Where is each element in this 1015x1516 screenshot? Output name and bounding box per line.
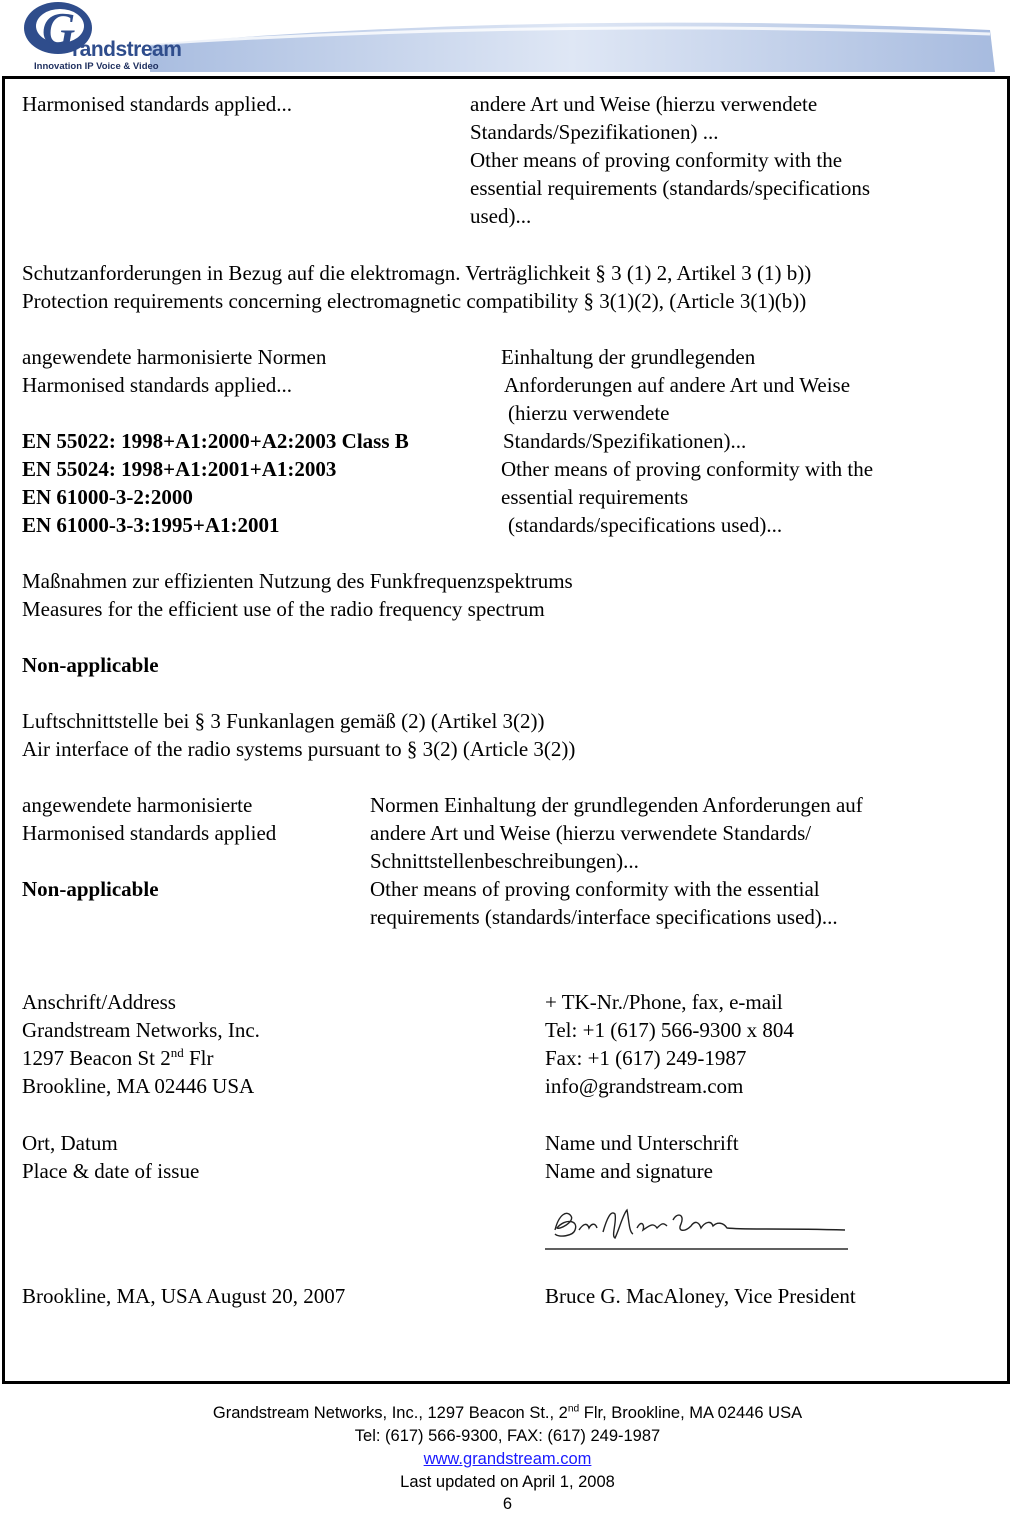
logo-wordmark: randstream (72, 38, 182, 61)
footer-address (0, 1404, 1015, 1423)
emc-standard-4: EN 61000-3-3:1995+A1:2001 (22, 513, 280, 537)
address-street-text: 1297 Beacon St 2 (22, 1046, 171, 1070)
address-city: Brookline, MA 02446 USA (22, 1074, 255, 1098)
emc-right-6: essential requirements (501, 485, 689, 509)
air-right-1: Normen Einhaltung der grundlegenden Anforderungen auf (370, 793, 863, 817)
address-company: Grandstream Networks, Inc. (22, 1018, 260, 1042)
footer-updated: Last updated on April 1, 2008 (400, 1473, 615, 1491)
emc-right-4: Standards/Spezifikationen)... (503, 429, 747, 453)
svg-text:G: G (42, 3, 76, 54)
contact-label: + TK-Nr./Phone, fax, e-mail (545, 990, 783, 1014)
contact-tel: Tel: +1 (617) 566-9300 x 804 (545, 1018, 794, 1042)
address-street-sup: nd (170, 1045, 184, 1060)
emc-heading-de: Schutzanforderungen in Bezug auf die elektromagn. Verträglichkeit § 3 (1) 2, Artikel 3 (1) b)) (22, 261, 812, 285)
emc-left-1: angewendete harmonisierte Normen (22, 345, 327, 369)
hs-top-right-1: andere Art und Weise (hierzu verwendete (470, 92, 818, 116)
emc-standard-2: EN 55024: 1998+A1:2001+A1:2003 (22, 457, 337, 481)
logo (18, 0, 182, 74)
logo-tagline: Innovation IP Voice & Video (34, 61, 159, 72)
emc-heading-en: Protection requirements concerning electromagnetic compatibility § 3(1)(2), (Article 3(1)(b)) (22, 289, 807, 313)
place-label-de: Ort, Datum (22, 1131, 118, 1155)
emc-right-1: Einhaltung der grundlegenden (501, 345, 756, 369)
place-label-en: Place & date of issue (22, 1159, 200, 1183)
air-left-1: angewendete harmonisierte (22, 793, 253, 817)
address-street-floor: Flr (183, 1046, 214, 1070)
signature-label-en: Name and signature (545, 1159, 713, 1183)
footer-website-link[interactable]: www.grandstream.com (423, 1450, 592, 1468)
handwritten-signature (545, 1200, 850, 1252)
air-right-4: Other means of proving conformity with the essential (370, 877, 820, 901)
air-right-5: requirements (standards/interface specifications used)... (370, 905, 838, 929)
air-right-3: Schnittstellenbeschreibungen)... (370, 849, 639, 873)
air-heading-en: Air interface of the radio systems pursuant to § 3(2) (Article 3(2)) (22, 737, 576, 761)
address-street (22, 1044, 214, 1072)
hs-top-right-5: used)... (470, 204, 532, 228)
contact-email: info@grandstream.com (545, 1074, 744, 1098)
emc-right-2: Anforderungen auf andere Art und Weise (504, 373, 851, 397)
page-number: 6 (502, 1495, 513, 1513)
footer-address-text: Grandstream Networks, Inc., 1297 Beacon St., 2 (212, 1404, 568, 1422)
air-right-2: andere Art und Weise (hierzu verwendete Standards/ (370, 821, 812, 845)
hs-top-left: Harmonised standards applied... (22, 92, 293, 116)
emc-standard-1: EN 55022: 1998+A1:2000+A2:2003 Class B (22, 429, 409, 453)
air-left-3: Non-applicable (22, 877, 159, 901)
hs-top-right-3: Other means of proving conformity with the (470, 148, 843, 172)
footer-address-city: Flr, Brookline, MA 02446 USA (579, 1404, 803, 1422)
hs-top-right-4: essential requirements (standards/specifications (470, 176, 871, 200)
emc-left-2: Harmonised standards applied... (22, 373, 293, 397)
emc-standard-3: EN 61000-3-2:2000 (22, 485, 193, 509)
address-label: Anschrift/Address (22, 990, 176, 1014)
signature-label-de: Name und Unterschrift (545, 1131, 739, 1155)
footer-address-sup: nd (567, 1403, 580, 1415)
radio-status: Non-applicable (22, 653, 159, 677)
emc-right-7: (standards/specifications used)... (508, 513, 783, 537)
radio-heading-en: Measures for the efficient use of the radio frequency spectrum (22, 597, 545, 621)
footer-website (0, 1450, 1015, 1469)
place-date-value: Brookline, MA, USA August 20, 2007 (22, 1284, 346, 1308)
emc-right-5: Other means of proving conformity with the (501, 457, 874, 481)
contact-fax: Fax: +1 (617) 249-1987 (545, 1046, 747, 1070)
radio-heading-de: Maßnahmen zur effizienten Nutzung des Funkfrequenzspektrums (22, 569, 573, 593)
emc-right-3: (hierzu verwendete (508, 401, 670, 425)
signatory-name: Bruce G. MacAloney, Vice President (545, 1284, 856, 1308)
page-header (0, 0, 1015, 76)
air-left-2: Harmonised standards applied (22, 821, 277, 845)
hs-top-right-2: Standards/Spezifikationen) ... (470, 120, 719, 144)
footer-phone: Tel: (617) 566-9300, FAX: (617) 249-1987 (354, 1427, 661, 1445)
air-heading-de: Luftschnittstelle bei § 3 Funkanlagen gemäß (2) (Artikel 3(2)) (22, 709, 545, 733)
